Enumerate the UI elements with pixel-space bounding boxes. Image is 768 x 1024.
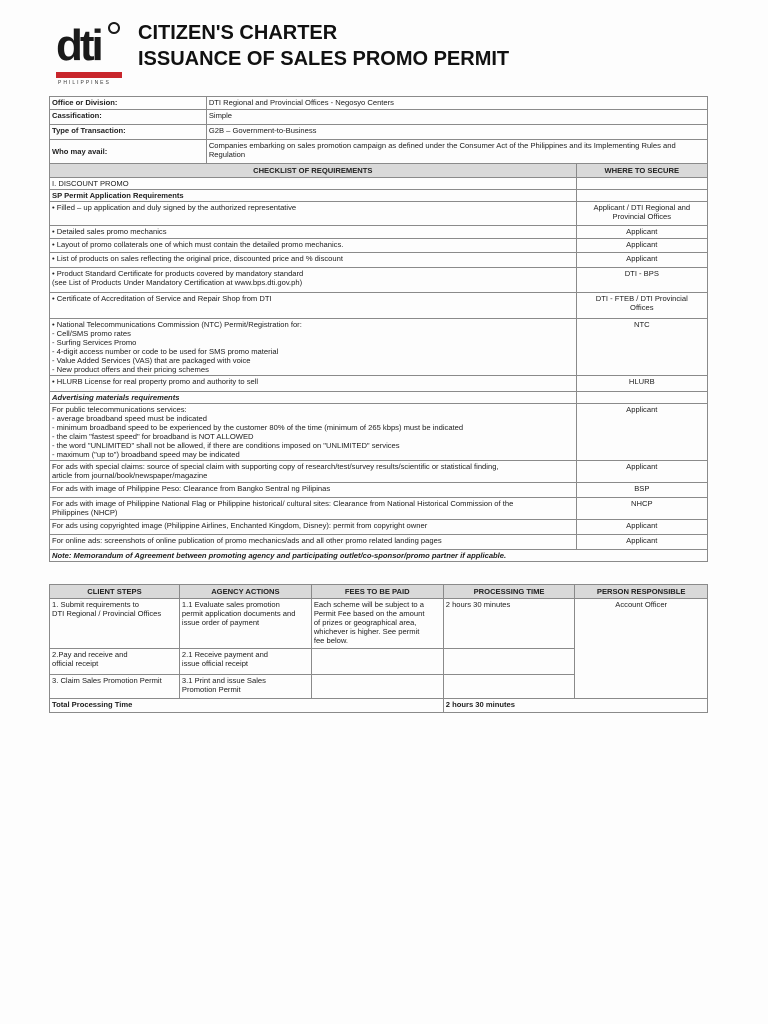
requirement-row: [50, 461, 708, 483]
requirement-text-line: - New product offers and their pricing schemes: [52, 365, 209, 374]
where-to-secure-line: NTC: [633, 320, 650, 329]
info-label: Cassification:: [50, 110, 207, 125]
requirement-text-line: For public telecommunications services:: [52, 405, 187, 414]
processing-time: [443, 675, 575, 699]
requirement-text: [50, 535, 577, 550]
where-to-secure: [576, 202, 707, 226]
info-row: [50, 125, 708, 140]
total-processing-value: 2 hours 30 minutes: [443, 699, 707, 713]
requirement-text: [50, 461, 577, 483]
person-responsible: Account Officer: [575, 599, 708, 699]
requirement-text-line: - maximum ("up to") broadband speed may be indicated: [52, 450, 240, 459]
where-to-secure-line: Applicant / DTI Regional and: [593, 203, 691, 212]
requirement-text: [50, 404, 577, 461]
where-to-secure-line: Provincial Offices: [612, 212, 672, 221]
agency-action-line: 1.1 Evaluate sales promotion: [181, 600, 280, 609]
requirement-row: [50, 520, 708, 535]
logo-text: dti: [56, 21, 101, 70]
requirement-text-line: • Layout of promo collaterals one of which must contain the detailed promo mechanics.: [52, 240, 344, 249]
requirement-row: [50, 253, 708, 268]
requirement-text: [50, 498, 577, 520]
client-step-line: 2.Pay and receive and: [52, 650, 128, 659]
requirement-text-line: - the word "UNLIMITED" shall not be allowed, if there are conditions imposed on "UNLIMITED" services: [52, 441, 400, 450]
requirement-text-line: For ads with image of Philippine Peso: Clearance from Bangko Sentral ng Pilipinas: [52, 484, 331, 493]
where-to-secure-line: Applicant: [626, 405, 658, 414]
fees: [311, 649, 443, 675]
section-discount-promo: I. DISCOUNT PROMO: [50, 178, 577, 190]
requirement-text-line: - Cell/SMS promo rates: [52, 329, 131, 338]
client-step-line: 1. Submit requirements to: [52, 600, 139, 609]
requirement-text-line: For ads with image of Philippine National Flag or Philippine historical/ cultural sites: Clearance from National Historical Commission of the: [52, 499, 514, 508]
requirement-row: [50, 202, 708, 226]
requirement-text: [50, 376, 577, 392]
fees-line: fee below.: [313, 636, 349, 645]
client-step: [50, 599, 180, 649]
requirement-text-line: (see List of Products Under Mandatory Certification at www.bps.dti.gov.ph): [52, 278, 303, 287]
note: Note: Memorandum of Agreement between promoting agency and participating outlet/co-sponsor/promo partner if applicable.: [50, 550, 708, 562]
requirement-row: [50, 319, 708, 376]
dti-logo: [56, 20, 122, 86]
col-header-client-steps: CLIENT STEPS: [50, 585, 180, 599]
requirement-text-line: • Detailed sales promo mechanics: [52, 227, 167, 236]
requirement-text-line: - 4-digit access number or code to be used for SMS promo material: [52, 347, 279, 356]
where-to-secure-line: NHCP: [631, 499, 653, 508]
col-header-person-responsible: PERSON RESPONSIBLE: [575, 585, 708, 599]
requirement-text-line: - average broadband speed must be indicated: [52, 414, 207, 423]
requirement-text-line: - minimum broadband speed to be experienced by the customer 80% of the time (minimum of 265 kbps) must be indicated: [52, 423, 464, 432]
info-value: DTI Regional and Provincial Offices - Negosyo Centers: [206, 97, 707, 110]
where-to-secure: [576, 520, 707, 535]
where-to-secure-line: Applicant: [626, 227, 658, 236]
requirement-text: [50, 319, 577, 376]
total-processing-label: Total Processing Time: [50, 699, 444, 713]
requirement-row: [50, 404, 708, 461]
info-value: G2B – Government-to-Business: [206, 125, 707, 140]
checklist-table: [49, 163, 708, 562]
client-step-line: DTI Regional / Provincial Offices: [52, 609, 162, 618]
requirement-text: [50, 253, 577, 268]
col-header-agency-actions: AGENCY ACTIONS: [179, 585, 311, 599]
client-step-line: 3. Claim Sales Promotion Permit: [52, 676, 162, 685]
where-to-secure: [576, 319, 707, 376]
logo-bar: [56, 72, 122, 78]
info-value: Companies embarking on sales promotion campaign as defined under the Consumer Act of the Philippines and its Implementing Rules and Regulation: [206, 140, 707, 164]
requirement-text: [50, 293, 577, 319]
where-to-secure-line: BSP: [634, 484, 650, 493]
section-sp-permit: SP Permit Application Requirements: [50, 190, 577, 202]
requirement-row: [50, 376, 708, 392]
col-header-requirements: CHECKLIST OF REQUIREMENTS: [50, 164, 577, 178]
where-to-secure-line: Offices: [630, 303, 654, 312]
where-to-secure: [576, 535, 707, 550]
where-to-secure: [576, 498, 707, 520]
requirement-text-line: - Value Added Services (VAS) that are packaged with voice: [52, 356, 251, 365]
info-label: Who may avail:: [50, 140, 207, 164]
info-label: Office or Division:: [50, 97, 207, 110]
where-to-secure-line: HLURB: [628, 377, 655, 386]
fees-line: of prizes or geographical area,: [313, 618, 417, 627]
requirement-text: [50, 239, 577, 253]
agency-action-line: 2.1 Receive payment and: [181, 650, 269, 659]
col-header-fees: FEES TO BE PAID: [311, 585, 443, 599]
fees-line: Each scheme will be subject to a: [313, 600, 424, 609]
requirement-row: [50, 239, 708, 253]
info-row: [50, 140, 708, 164]
col-header-where: WHERE TO SECURE: [576, 164, 707, 178]
requirement-text: [50, 483, 577, 498]
where-to-secure: [576, 461, 707, 483]
requirement-row: [50, 268, 708, 293]
requirement-text-line: For ads using copyrighted image (Philippine Airlines, Enchanted Kingdom, Disney): permit from copyright owner: [52, 521, 428, 530]
where-to-secure: [576, 239, 707, 253]
requirement-text: [50, 268, 577, 293]
client-step: [50, 675, 180, 699]
agency-action: [179, 675, 311, 699]
fees-line: Permit Fee based on the amount: [313, 609, 425, 618]
agency-action-line: issue order of payment: [181, 618, 260, 627]
fees: [311, 599, 443, 649]
step-row: [50, 599, 708, 649]
agency-action: [179, 649, 311, 675]
sun-icon: [108, 22, 120, 34]
requirement-text-line: - Surfing Services Promo: [52, 338, 137, 347]
requirement-text-line: • List of products on sales reflecting the original price, discounted price and % discount: [52, 254, 343, 263]
processing-time: [443, 649, 575, 675]
requirement-text-line: • Filled – up application and duly signed by the authorized representative: [52, 203, 297, 212]
where-to-secure-line: Applicant: [626, 462, 658, 471]
requirement-text-line: • Certificate of Accreditation of Service and Repair Shop from DTI: [52, 294, 272, 303]
agency-action: [179, 599, 311, 649]
section-advertising: Advertising materials requirements: [50, 392, 577, 404]
requirement-row: [50, 226, 708, 239]
requirement-text: [50, 520, 577, 535]
where-to-secure: [576, 293, 707, 319]
client-step-line: official receipt: [52, 659, 99, 668]
requirement-text: [50, 226, 577, 239]
where-to-secure: [576, 404, 707, 461]
agency-action-line: Promotion Permit: [181, 685, 241, 694]
where-to-secure-line: Applicant: [626, 536, 658, 545]
requirement-text-line: • Product Standard Certificate for products covered by mandatory standard: [52, 269, 304, 278]
where-to-secure: [576, 268, 707, 293]
requirement-text: [50, 202, 577, 226]
where-to-secure-line: DTI - BPS: [624, 269, 659, 278]
where-to-secure-line: Applicant: [626, 521, 658, 530]
requirement-text-line: • National Telecommunications Commission (NTC) Permit/Registration for:: [52, 320, 302, 329]
info-label: Type of Transaction:: [50, 125, 207, 140]
agency-action-line: issue official receipt: [181, 659, 249, 668]
info-row: [50, 97, 708, 110]
requirement-text-line: - the claim "fastest speed" for broadband is NOT ALLOWED: [52, 432, 254, 441]
info-value: Simple: [206, 110, 707, 125]
fees-line: whichever is higher. See permit: [313, 627, 420, 636]
processing-time: [443, 599, 575, 649]
where-to-secure: [576, 376, 707, 392]
requirement-text-line: article from journal/book/newspaper/magazine: [52, 471, 208, 480]
where-to-secure: [576, 253, 707, 268]
requirement-text-line: For ads with special claims: source of special claim with supporting copy of research/test/survey results/scientific or statistical finding,: [52, 462, 499, 471]
where-to-secure: [576, 483, 707, 498]
logo-subtext: PHILIPPINES: [58, 80, 111, 86]
requirement-text-line: For online ads: screenshots of online publication of promo mechanics/ads and all other promo related landing pages: [52, 536, 442, 545]
info-table: [49, 96, 708, 164]
requirement-text-line: • HLURB License for real property promo and authority to sell: [52, 377, 259, 386]
info-row: [50, 110, 708, 125]
requirement-row: [50, 535, 708, 550]
page-title-line1: CITIZEN'S CHARTER: [138, 22, 338, 44]
requirement-row: [50, 498, 708, 520]
requirement-text-line: Philippines (NHCP): [52, 508, 118, 517]
processing-time-line: 2 hours 30 minutes: [445, 600, 511, 609]
client-step: [50, 649, 180, 675]
requirement-row: [50, 483, 708, 498]
fees: [311, 675, 443, 699]
col-header-processing-time: PROCESSING TIME: [443, 585, 575, 599]
where-to-secure-line: Applicant: [626, 240, 658, 249]
where-to-secure: [576, 226, 707, 239]
where-to-secure-line: DTI - FTEB / DTI Provincial: [595, 294, 688, 303]
where-to-secure-line: Applicant: [626, 254, 658, 263]
page-title-line2: ISSUANCE OF SALES PROMO PERMIT: [138, 48, 510, 70]
agency-action-line: permit application documents and: [181, 609, 296, 618]
steps-table: [49, 584, 708, 713]
requirement-row: [50, 293, 708, 319]
agency-action-line: 3.1 Print and issue Sales: [181, 676, 266, 685]
